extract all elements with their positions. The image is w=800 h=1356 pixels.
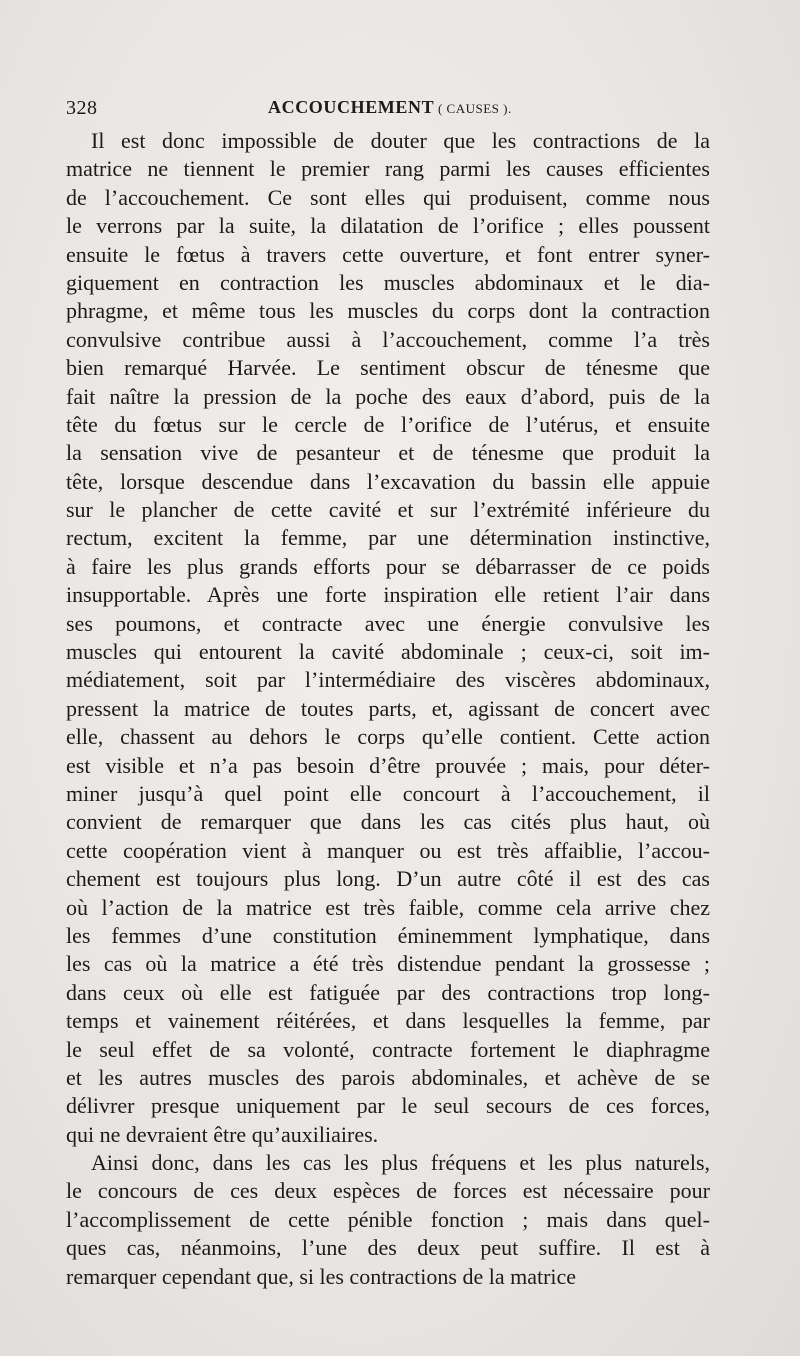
text-line: le concours de ces deux espèces de forces est nécessaire pour [66,1178,710,1204]
text-line: les cas où la matrice a été très distendue pendant la grossesse ; [66,951,710,977]
text-line: miner jusqu’à quel point elle concourt à l’accouchement, il [66,780,710,806]
text-line: pressent la matrice de toutes parts, et, agissant de concert avec [66,695,710,721]
running-head-subtitle: CAUSES [446,101,500,116]
text-line: Il est donc impossible de douter que les contractions de la [91,128,710,153]
text-line: médiatement, soit par l’intermédiaire des viscères abdominaux, [66,667,710,693]
text-line: convulsive contribue aussi à l’accouchement, comme l’a très [66,326,710,352]
text-line: dans ceux où elle est fatiguée par des contractions trop long- [66,979,710,1005]
text-line: ensuite le fœtus à travers cette ouverture, et font entrer syner- [66,241,710,267]
text-line: est visible et n’a pas besoin d’être prouvée ; mais, pour déter- [66,752,710,778]
text-line: insupportable. Après une forte inspiration elle retient l’air dans [66,582,710,608]
running-head-subtitle-close: ). [499,101,512,116]
text-line: les femmes d’une constitution éminemment lymphatique, dans [66,922,710,948]
text-line: sur le plancher de cette cavité et sur l’extrémité inférieure du [66,497,710,523]
text-line: à faire les plus grands efforts pour se débarrasser de ce poids [66,553,710,579]
text-line: où l’action de la matrice est très faible, comme cela arrive chez [66,894,710,920]
running-head-subtitle-open: ( [434,101,447,116]
text-line: délivrer presque uniquement par le seul secours de ces forces, [66,1093,710,1119]
text-line: rectum, excitent la femme, par une détermination instinctive, [66,525,710,551]
body-text [66,127,710,1291]
text-line: bien remarqué Harvée. Le sentiment obscur de ténesme que [66,355,710,381]
page-header [66,97,710,123]
text-line: cette coopération vient à manquer ou est très affaiblie, l’accou- [66,837,710,863]
text-line: de l’accouchement. Ce sont elles qui produisent, comme nous [66,184,710,210]
text-line: fait naître la pression de la poche des eaux d’abord, puis de la [66,383,710,409]
text-line: chement est toujours plus long. D’un autre côté il est des cas [66,866,710,892]
text-line: Ainsi donc, dans les cas les plus fréquens et les plus naturels, [91,1150,710,1176]
page-number: 328 [66,97,98,119]
text-line: temps et vainement réitérées, et dans lesquelles la femme, par [66,1008,710,1034]
text-line: tête, lorsque descendue dans l’excavation du bassin elle appuie [66,468,710,494]
text-line: phragme, et même tous les muscles du corps dont la contraction [66,298,710,324]
text-line: et les autres muscles des parois abdominales, et achève de se [66,1064,710,1090]
text-line: qui ne devraient être qu’auxiliaires. [66,1121,379,1147]
text-line: matrice ne tiennent le premier rang parmi les causes efficientes [66,156,710,182]
running-head-title: ACCOUCHEMENT [268,97,435,117]
text-line: remarquer cependant que, si les contractions de la matrice [66,1263,577,1289]
text-line: le verrons par la suite, la dilatation de l’orifice ; elles poussent [66,213,710,239]
text-line: tête du fœtus sur le cercle de l’orifice de l’utérus, et ensuite [66,411,710,437]
text-line: l’accomplissement de cette pénible fonction ; mais dans quel- [66,1206,710,1232]
running-head [268,97,512,118]
text-line: ques cas, néanmoins, l’une des deux peut suffire. Il est à [66,1235,710,1261]
text-line: elle, chassent au dehors le corps qu’elle contient. Cette action [66,724,710,750]
text-line: ses poumons, et contracte avec une énergie convulsive les [66,610,710,636]
text-line: la sensation vive de pesanteur et de ténesme que produit la [66,440,710,466]
text-line: le seul effet de sa volonté, contracte fortement le diaphragme [66,1036,710,1062]
text-line: giquement en contraction les muscles abdominaux et le dia- [66,269,710,295]
text-line: muscles qui entourent la cavité abdominale ; ceux-ci, soit im- [66,639,710,665]
text-line: convient de remarquer que dans les cas cités plus haut, où [66,809,710,835]
